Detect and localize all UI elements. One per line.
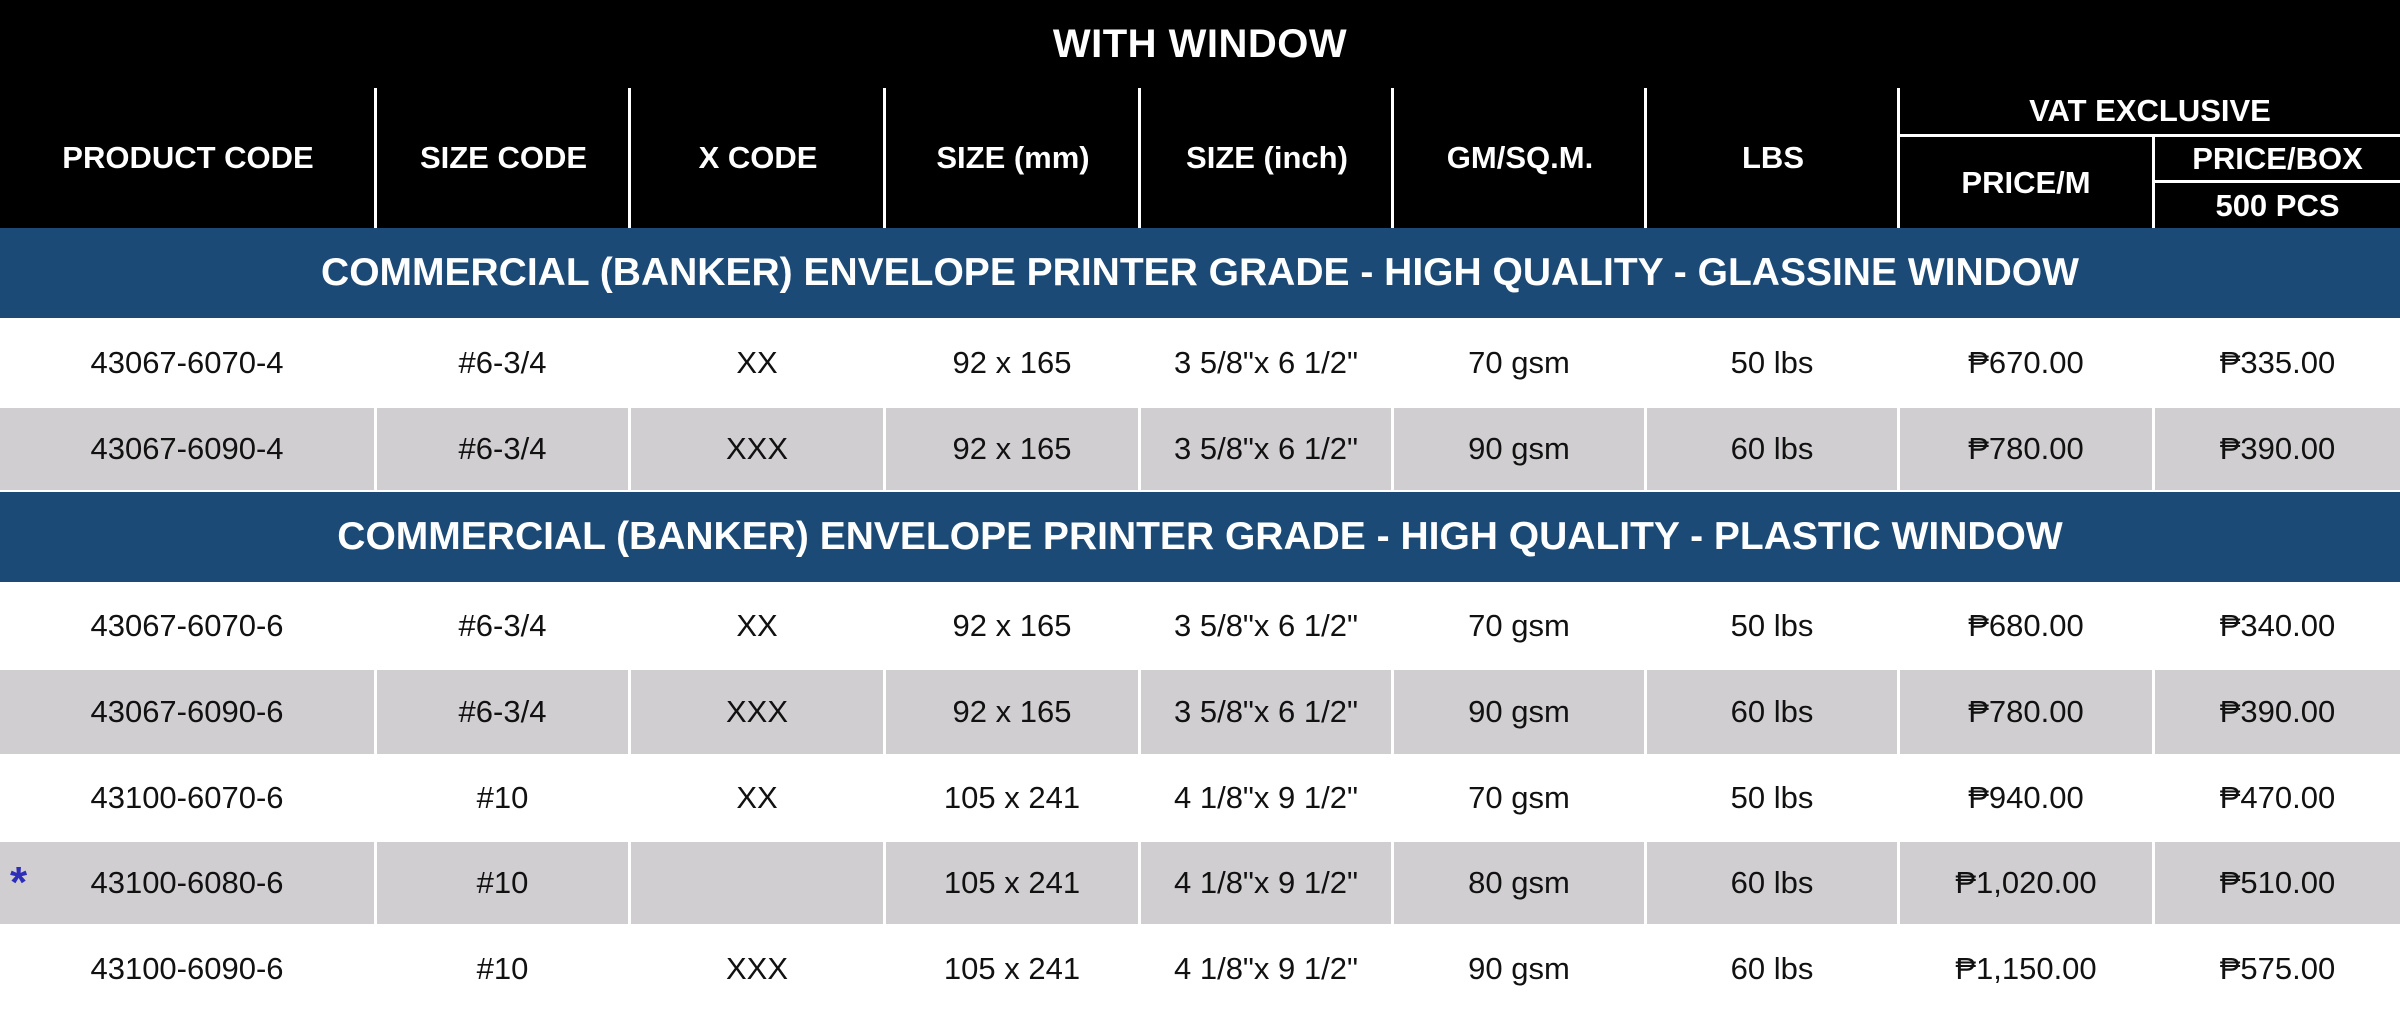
- cell-product-code: 43067-6070-6: [90, 608, 284, 643]
- header-500-pcs: 500 PCS: [2215, 187, 2340, 223]
- header-lbs: LBS: [1742, 140, 1804, 175]
- cell-x-code: XXX: [725, 694, 789, 729]
- header-price-m: PRICE/M: [1961, 164, 2091, 200]
- cell-x-code: [631, 842, 883, 924]
- header-price-box: PRICE/BOX: [2192, 140, 2363, 176]
- cell-product-code: 43100-6090-6: [90, 950, 284, 986]
- cell-size-mm: 92 x 165: [952, 345, 1072, 380]
- cell-lbs: 60 lbs: [1730, 431, 1814, 466]
- cell-size-mm: 105 x 241: [943, 780, 1081, 815]
- cell-gsm: 70 gsm: [1468, 608, 1570, 643]
- header-x-code: X CODE: [698, 140, 818, 175]
- cell-size-code: #6-3/4: [458, 608, 547, 643]
- header-size-mm: SIZE (mm): [936, 140, 1090, 175]
- header-size-inch: SIZE (inch): [1186, 140, 1348, 175]
- cell-size-inch: 3 5/8"x 6 1/2": [1173, 608, 1359, 643]
- cell-price-m: ₱940.00: [1968, 780, 2084, 815]
- cell-price-m: ₱1,150.00: [1955, 950, 2097, 986]
- cell-gsm: 90 gsm: [1468, 431, 1570, 466]
- cell-lbs: 60 lbs: [1730, 694, 1814, 729]
- cell-gsm: 90 gsm: [1468, 950, 1570, 986]
- cell-size-mm: 92 x 165: [952, 608, 1072, 643]
- cell-gsm: 70 gsm: [1468, 780, 1570, 815]
- cell-gsm: 70 gsm: [1468, 345, 1570, 380]
- cell-gsm: 80 gsm: [1468, 865, 1570, 900]
- asterisk-icon: *: [10, 858, 28, 907]
- cell-price-box: ₱390.00: [2219, 431, 2336, 466]
- cell-x-code: XX: [736, 780, 778, 815]
- cell-size-code: #10: [476, 780, 529, 815]
- cell-size-inch: 4 1/8"x 9 1/2": [1173, 780, 1359, 815]
- header-product-code: PRODUCT CODE: [62, 140, 314, 175]
- table-row: [0, 842, 2400, 924]
- cell-size-inch: 4 1/8"x 9 1/2": [1173, 950, 1359, 986]
- cell-lbs: 60 lbs: [1730, 950, 1814, 986]
- cell-x-code: XXX: [725, 431, 789, 466]
- cell-price-m: ₱780.00: [1968, 694, 2084, 729]
- cell-price-m: ₱780.00: [1968, 431, 2084, 466]
- table-title: WITH WINDOW: [0, 0, 2400, 88]
- cell-x-code: XXX: [725, 950, 789, 986]
- cell-product-code: 43100-6080-6: [90, 865, 284, 900]
- table-row: [0, 408, 2400, 490]
- cell-product-code: 43067-6090-4: [90, 431, 284, 466]
- cell-size-code: #6-3/4: [458, 431, 547, 466]
- cell-price-box: ₱470.00: [2219, 780, 2336, 815]
- cell-size-mm: 92 x 165: [952, 431, 1072, 466]
- cell-size-inch: 4 1/8"x 9 1/2": [1173, 865, 1359, 900]
- cell-price-box: ₱575.00: [2219, 950, 2336, 986]
- table-row: [0, 318, 2400, 408]
- cell-lbs: 50 lbs: [1730, 608, 1814, 643]
- header-gsm: GM/SQ.M.: [1446, 140, 1594, 175]
- cell-x-code: XX: [736, 345, 778, 380]
- cell-size-code: #6-3/4: [458, 694, 547, 729]
- cell-size-inch: 3 5/8"x 6 1/2": [1173, 345, 1359, 380]
- cell-product-code: 43067-6070-4: [90, 345, 284, 380]
- header-vat-exclusive: VAT EXCLUSIVE: [2029, 93, 2271, 128]
- cell-price-box: ₱390.00: [2219, 694, 2336, 729]
- cell-size-mm: 105 x 241: [943, 950, 1081, 986]
- cell-x-code: XX: [736, 608, 778, 643]
- table-row: [0, 754, 2400, 842]
- cell-size-code: #6-3/4: [458, 345, 547, 380]
- cell-price-m: ₱1,020.00: [1955, 865, 2097, 900]
- cell-product-code: 43067-6090-6: [90, 694, 284, 729]
- cell-price-m: ₱670.00: [1968, 345, 2084, 380]
- header-size-code: SIZE CODE: [419, 140, 588, 175]
- table-row: [0, 924, 2400, 1013]
- cell-size-inch: 3 5/8"x 6 1/2": [1173, 431, 1359, 466]
- cell-size-mm: 105 x 241: [943, 865, 1081, 900]
- cell-size-code: #10: [476, 950, 529, 986]
- cell-price-m: ₱680.00: [1968, 608, 2084, 643]
- cell-size-inch: 3 5/8"x 6 1/2": [1173, 694, 1359, 729]
- cell-product-code: 43100-6070-6: [90, 780, 284, 815]
- cell-size-mm: 92 x 165: [952, 694, 1072, 729]
- section-glassine-window: COMMERCIAL (BANKER) ENVELOPE PRINTER GRADE - HIGH QUALITY - GLASSINE WINDOW: [0, 228, 2400, 318]
- cell-lbs: 50 lbs: [1730, 780, 1814, 815]
- cell-lbs: 50 lbs: [1730, 345, 1814, 380]
- section-plastic-window: COMMERCIAL (BANKER) ENVELOPE PRINTER GRADE - HIGH QUALITY - PLASTIC WINDOW: [0, 492, 2400, 582]
- cell-size-code: #10: [476, 865, 529, 900]
- table-header: [0, 88, 2400, 228]
- cell-price-box: ₱340.00: [2219, 608, 2336, 643]
- table-row: [0, 670, 2400, 754]
- cell-price-box: ₱335.00: [2219, 345, 2336, 380]
- cell-gsm: 90 gsm: [1468, 694, 1570, 729]
- table-row: [0, 582, 2400, 670]
- cell-lbs: 60 lbs: [1730, 865, 1814, 900]
- cell-price-box: ₱510.00: [2219, 865, 2336, 900]
